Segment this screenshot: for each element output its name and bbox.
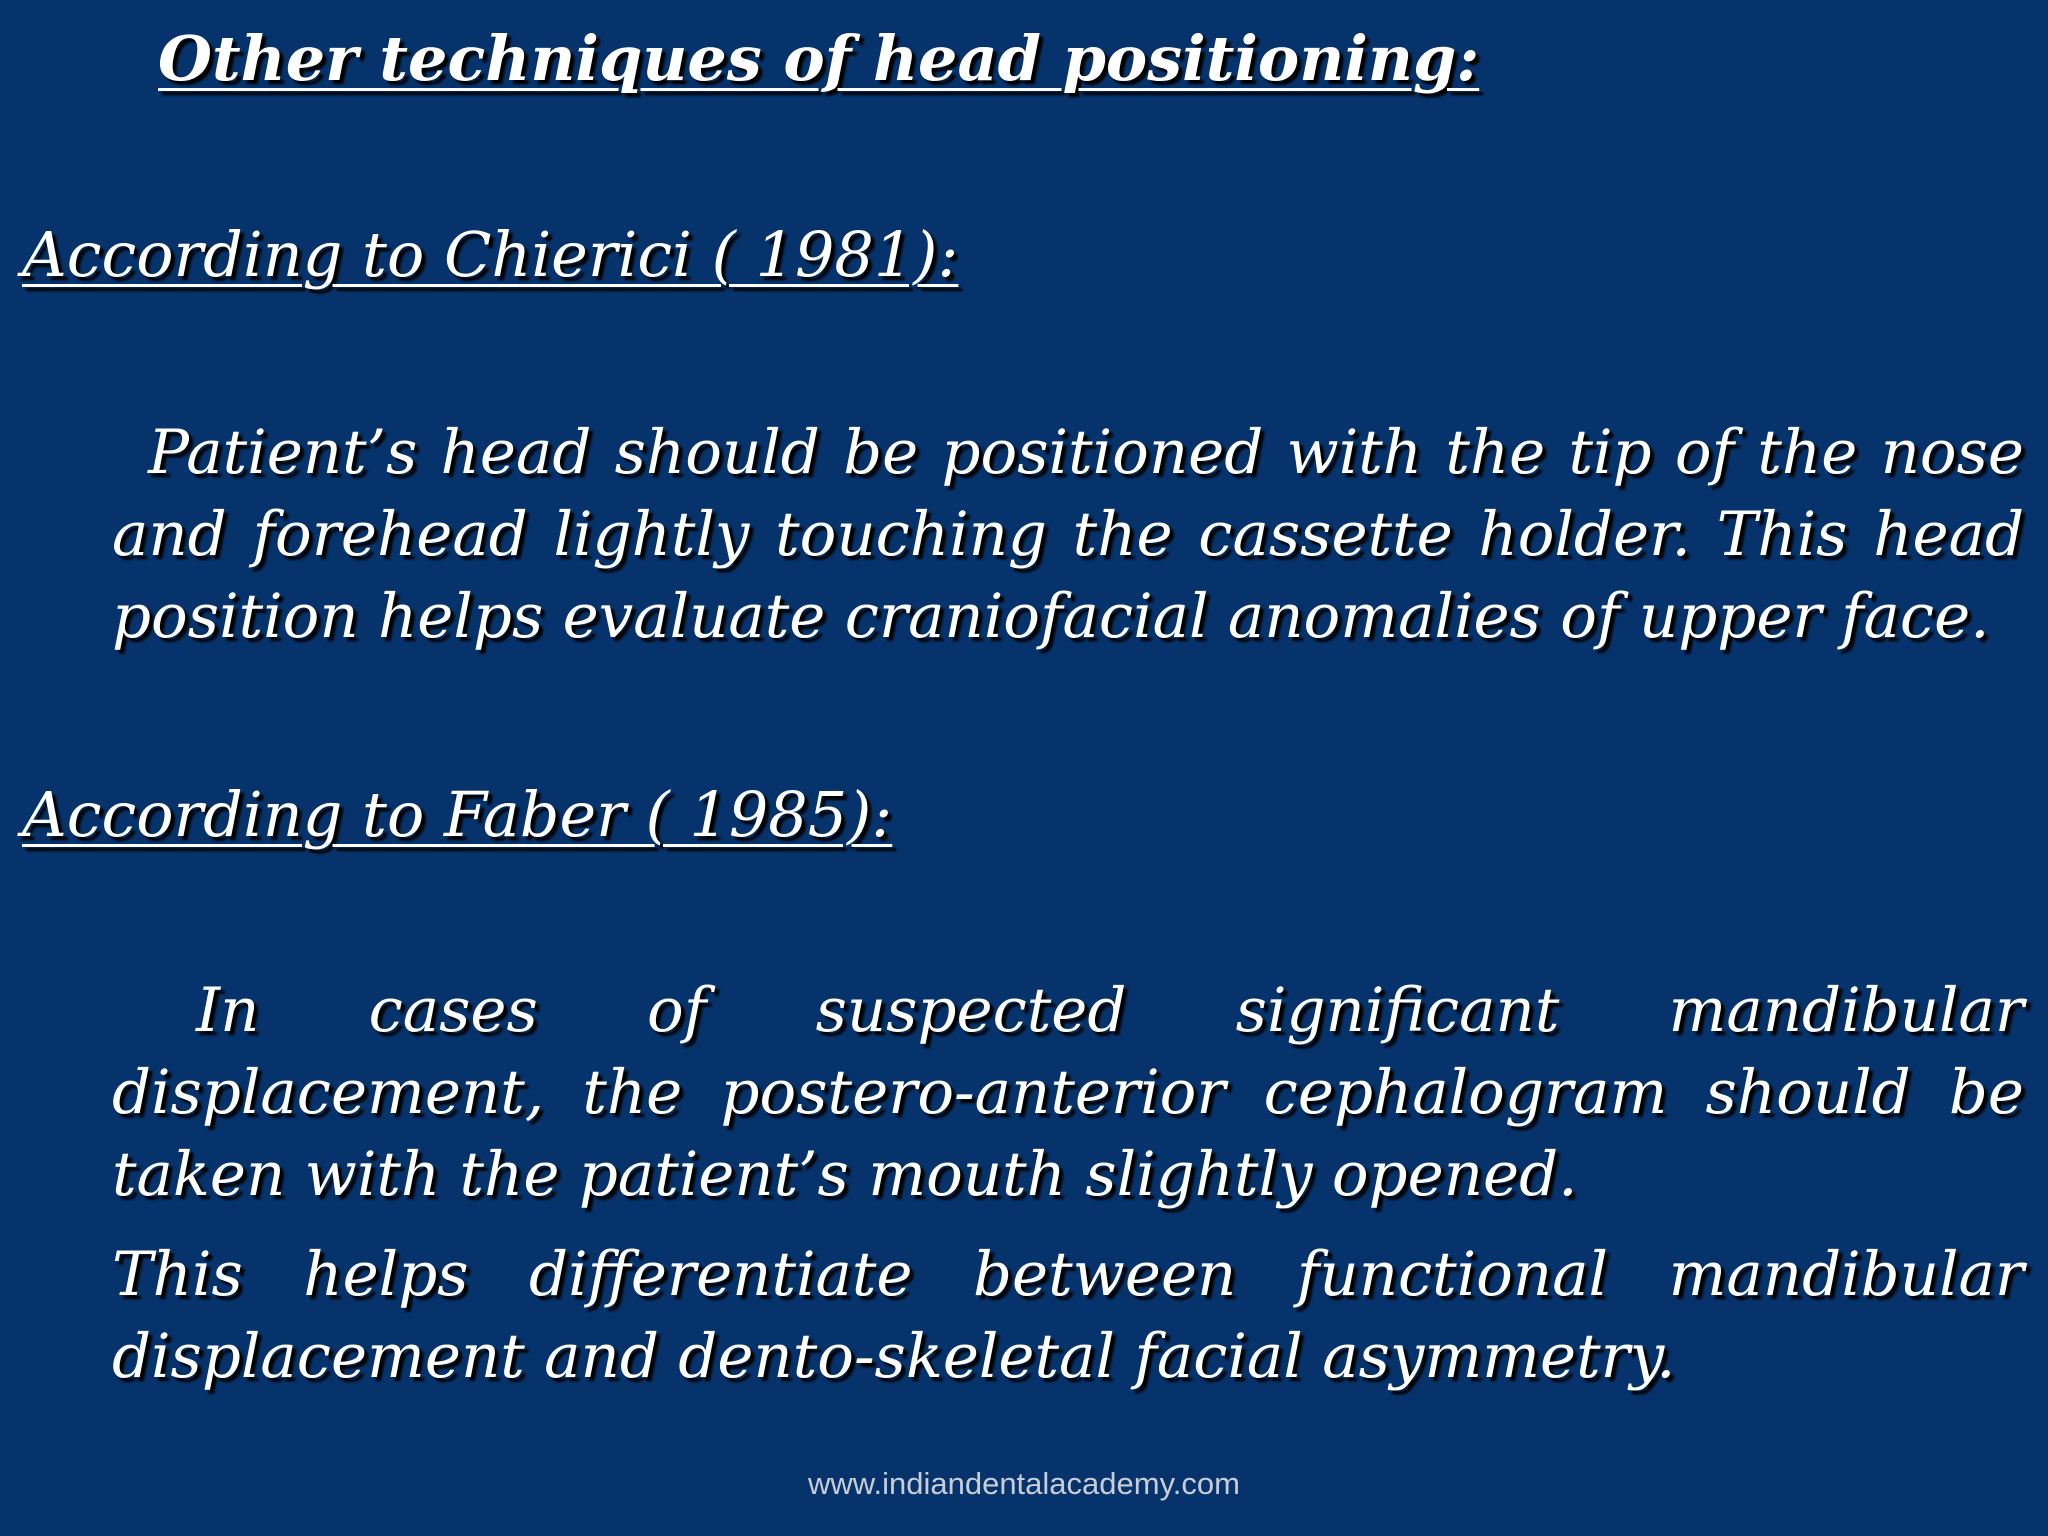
section-heading-faber: According to Faber ( 1985): — [22, 778, 893, 851]
section-paragraph-faber-1: In cases of suspected significant mandibular displacement, the postero-anterior cephalogram should be taken with the patient’s mouth slightly opened. — [112, 975, 2024, 1210]
section-paragraph-faber-2: This helps differentiate between functional mandibular displacement and dento-skeletal facial asymmetry. — [112, 1239, 2024, 1392]
section-paragraph-chierici: Patient’s head should be positioned with the tip of the nose and forehead lightly touching the cassette holder. This head position helps evaluate craniofacial anomalies of upper face. — [112, 417, 2024, 652]
footer-watermark: www.indiandentalacademy.com — [808, 1466, 1240, 1501]
section-heading-chierici: According to Chierici ( 1981): — [22, 218, 959, 291]
slide-title: Other techniques of head positioning: — [158, 22, 1480, 95]
